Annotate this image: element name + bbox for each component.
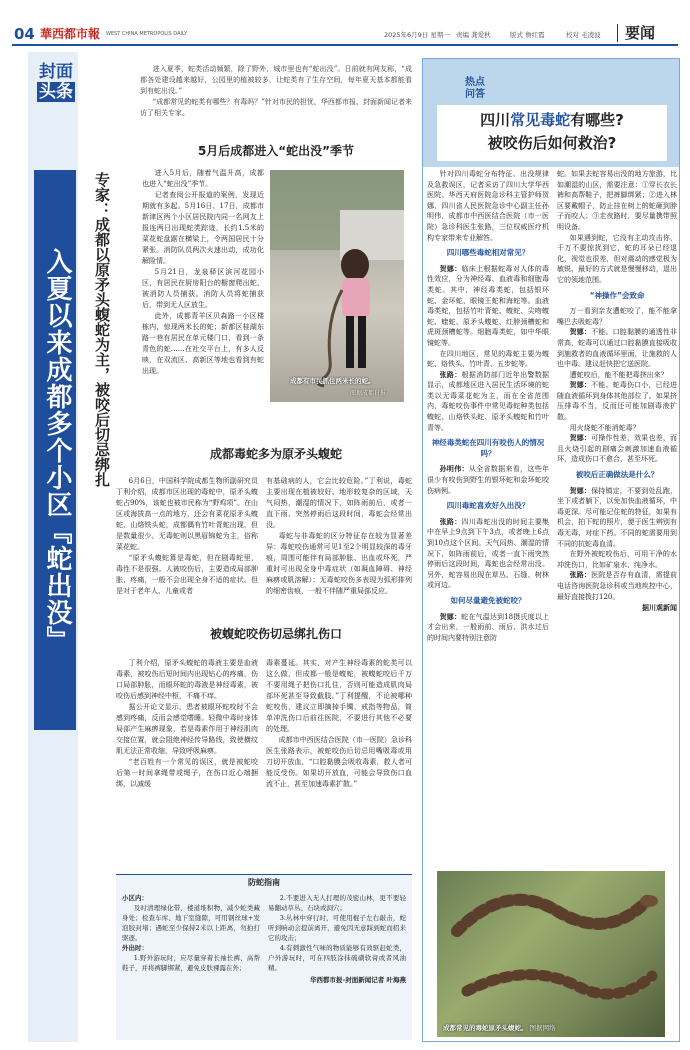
main-headline: 入夏以来成都多个小区『蛇出没』	[34, 170, 76, 730]
answer: 在四川地区，常见的毒蛇主要为蝮蛇、烙铁头、竹叶青、五步蛇等。	[427, 349, 549, 369]
issue-date: 2025年6月9日 星期一	[384, 31, 450, 39]
lead-paragraph: “成都常见的蛇类有哪些？有毒吗？”针对市民的担忧，华西都市报、封面新闻记者来访了相关专家。	[140, 98, 412, 117]
qa-title-line1	[437, 109, 667, 132]
section1-paragraph: 进入5月后，随着气温升高，成都也进入“蛇出没”季节。	[142, 169, 264, 188]
question-heading: 神经毒类蛇在四川有咬伤人的情况吗？	[431, 438, 545, 458]
answer-text: 根据消防部门近年出警数据显示，成都地区进入居民生活环境的蛇类以无毒菜花蛇为主，而在全省范围内，毒蛇咬伤事件中常见毒蛇种类包括蝮蛇、山烙铁头蛇、原矛头蝮蛇和竹叶青等。	[427, 370, 550, 432]
section3-paragraph: 丁利介绍，原矛头蝮蛇的毒液主要是血液毒素，被咬伤后短时间内出现钻心的疼痛，伤口局部肿胀，而眼环蛇的毒液是神经毒素，被咬伤后感到神经中枢，不痛不痒。	[116, 659, 258, 700]
section3-paragraph: 毒素蔓延。其实，对产生神经毒素的蛇类可以这么做，但成都一般是蝮蛇，被蝮蛇咬后千万不要用绳子把伤口扎住，否则可能造成肌肉局部坏死甚至导致截肢。”丁利提醒，不论被哪种蛇咬伤，建议立即摘掉手镯、戒指等物品，简单冲洗伤口后前往医院，不要进行其他不必要的处理。	[266, 659, 412, 733]
tips-community-head: 小区内：	[122, 894, 148, 902]
logo: 華西都市報	[40, 27, 101, 41]
section2-col1	[116, 476, 258, 597]
section2-paragraph: 有基础病的人，它会比较危险。”丁利说，毒蛇主要出现在植被较好、地形较复杂的区域，天气闷热，潮湿的情况下，如阵雨前后，或者一直下雨、突然停雨后这段时间，毒蛇会经常出没。	[266, 477, 412, 529]
tips-title: 防蛇指南	[248, 878, 280, 887]
qa-title-part: 四川	[480, 111, 511, 129]
answer	[557, 570, 677, 602]
answer-speaker: 贺娜：	[569, 486, 592, 495]
photo-caption: 成都有市民抓住两米长的蛇。	[290, 377, 375, 385]
tips-outdoor-head: 外出时：	[122, 944, 148, 952]
logo-english: WEST CHINA METROPOLIS DAILY	[106, 31, 188, 37]
question-heading: 如何尽量避免被蛇咬？	[450, 595, 526, 605]
qa-sidebar	[422, 58, 680, 1042]
answer-text: 保持镇定，不要到处乱跑，坐下或者躺下，以免加快血液循环，中毒更深。尽可能记住蛇的特征，如果有机会，拍下蛇的照片，便于医生辨别有毒无毒，对症下药。不同的蛇需要用到不同的抗蛇毒血清。	[557, 486, 677, 548]
photo-credit: 图据成都日报	[350, 390, 387, 397]
section2-title: 成都毒蛇多为原矛头蝮蛇	[209, 447, 342, 461]
answer-speaker: 张路：	[569, 571, 592, 580]
answer	[427, 612, 549, 644]
question-heading: “神操作”会致命	[589, 290, 645, 300]
answer-text: 可操作性差，效果也差，而且火烧引起的剧痛会刺激加速血液循环，造成伤口不愈合，甚至坏死。	[557, 434, 677, 464]
answer	[557, 486, 677, 550]
answer: 蛇。如果去蛇容易出没的地方旅游，比如潮湿的山区，需要注意：①穿长衣长裤和高帮鞋子，把裤脚绑紧；②进入林区要戴帽子，防止挂在树上的蛇砸到脖子而咬人；③走夜路时，要尽量携带照明设备。	[557, 170, 677, 231]
qa-col2	[557, 169, 677, 614]
page-header	[0, 0, 690, 44]
lead-paragraph: 进入夏季，蛇类活动频繁，除了野外，城市里也有“蛇出没”。日前就有网友称，“成都各处建设越来越好，公园里的植被较多，让蛇类有了生存空间，每年夏天基本都能看到有蛇出没。”	[140, 65, 412, 95]
badge-line2: 头条	[39, 82, 73, 102]
section1-paragraph: 5月21日，龙泉驿区滨河花园小区，有居民在厨房阳台的橱窗爬出蛇，被消防人员捕获。消防人员将蛇捕获后，带到无人区放生。	[142, 268, 264, 309]
section1-text	[142, 168, 264, 377]
tips-outdoor-text: 1.野外游玩时，应尽量穿着长袖长裤、高帮鞋子，并将裤脚绑紧，避免皮肤裸露在外；	[122, 954, 260, 972]
tips-box	[116, 874, 412, 1040]
section3-paragraph: “老百姓有一个常见的误区，就是被蛇咬后第一时间拿绳带或绳子，在伤口近心端捆绑，以减缓	[116, 758, 258, 788]
viper-caption-text: 成都常见的毒蛇原矛头蝮蛇。	[443, 1024, 528, 1032]
header-divider	[617, 24, 618, 42]
tips-col1	[122, 893, 260, 973]
answer	[427, 464, 549, 496]
answer-text: 医院是否存有血清，需提前电话咨询医院急诊科或当地疾控中心，最好直接拨打120。	[557, 571, 677, 601]
tips-credit: 华西都市报-封面新闻记者 叶海燕	[310, 976, 406, 984]
answer: 如果遇到蛇，它没有主动攻击你，千万不要惊扰到它，蛇的耳朵已经退化，视觉也很差，但对震动的感觉极为敏锐，最好的方式就是慢慢移动，退出它的领地范围。	[557, 233, 677, 284]
answer	[427, 517, 549, 591]
question-text: 用火烧蛇不能消蛇毒？	[569, 423, 640, 432]
section2-paragraph: 6月6日，中国科学院成都生物所副研究员丁利介绍，成都市区出现的毒蛇中，原矛头蝮蛇占90%，该蛇也被市民称为“野鸡项”。在山区或海拔高一点的地方，还会有菜花原矛头蝮蛇、山烙铁头蛇，成都偶有竹叶青蛇出现，但是数量很少。无毒蛇则以黑眉锦蛇为主，俗称菜花蛇。	[116, 477, 258, 551]
tips-community-text: 及时清理绿化带、楼道堆积物，减少蛇类藏身处；检查车库、地下室缝隙，可用钢丝球+发泡胶封堵；遇蛇至少保持2米以上距离，勿拍打驱逐。	[122, 904, 260, 942]
section3-col1	[116, 658, 258, 790]
lead-block	[140, 64, 412, 119]
section-name: 要闻	[625, 24, 656, 42]
question-heading: 四川哪些毒蛇相对常见？	[446, 248, 530, 258]
answer-speaker: 贺娜：	[439, 612, 462, 621]
answer	[557, 380, 677, 422]
qa-title-part: 有哪些?	[570, 111, 624, 129]
answer-text: 不能。蛇毒伤口小，已经进随血液循环到身体其他部位了。如果挤压排毒不当，反而还可能加剧毒液扩散。	[557, 381, 677, 422]
qa-title-box	[437, 105, 667, 161]
answer	[557, 433, 677, 465]
qa-col1	[427, 169, 549, 643]
viper-photo	[437, 871, 665, 1037]
qa-title-line2: 被咬伤后如何救治?	[487, 134, 617, 152]
section2-col2	[266, 476, 412, 597]
answer-speaker: 贺娜：	[569, 381, 592, 390]
cover-badge	[30, 62, 82, 102]
answer	[427, 264, 549, 349]
designer: 版式 詹红霞	[510, 31, 545, 39]
qa-intro: 针对四川毒蛇分布特征、出没规律及急救误区，记者采访了四川大学华西医院、华西天府医院急诊科主管护师贺娜，四川省人民医院急诊中心副主任孙明伟，成都市中西医结合医院（市一医院）急诊科医生张路，三位权威医疗机构专家带来专业解答。	[427, 170, 549, 242]
section3-title: 被蝮蛇咬伤切忌绑扎伤口	[209, 627, 342, 641]
qa-title-highlight: 常见毒蛇	[510, 111, 571, 129]
qa-tag	[457, 77, 493, 101]
section3-paragraph: 成都市中西医结合医院（市一医院）急诊科医生张路表示，被蛇咬伤后切忌用嘴吸毒或用刀切开放血，“口腔黏膜会吸收毒素，救人者可能反受伤。如果切开放血，可能会导致伤口血流不止，甚至加速毒素扩散。”	[266, 736, 412, 788]
section2-paragraph: 毒蛇与非毒蛇的区分特征存在较为显著差异：毒蛇咬伤通常可见1至2个明显较深的毒牙痕，周围可能伴有局部肿胀、出血或坏死，严重时可出现全身中毒症状（如凝血障碍、神经麻痹或肌溶解）；无毒蛇咬伤多表现为弧形排列的细密齿痕，一般不伴随严重局部反应。	[266, 532, 412, 595]
question-text: 遭蛇咬后，能不能把毒挤出来？	[569, 370, 668, 379]
qa-credit: 据川观新闻	[642, 604, 677, 613]
page-number: 04	[14, 25, 35, 43]
question-heading: 四川毒蛇喜欢好久出没？	[446, 501, 530, 511]
tips-col2	[268, 893, 406, 985]
answer-text: 四川毒蛇出没的时间主要集中在早上9点到下午3点，或者晚上6点到10点这个区间。天气闷热、潮湿的情况下，如阵雨前后，或者一直下雨突然停雨后这段时间，毒蛇也会经常出没。另外，蛇容易出现在草丛、石缝、树林或河边。	[427, 517, 550, 590]
answer	[427, 370, 549, 434]
tips-outdoor-text: 3.丛林中穿行时，可使用棍子左右敲击，蛇听到响动会提前离开，避免因无意踩到蛇而招来它的攻击；	[268, 914, 406, 942]
tips-outdoor-text: 4.有刺激性气味的物质能够有效驱赶蛇类，户外游玩时，可在四肢涂抹硫磺软膏或者风油精。	[268, 944, 406, 972]
answer-speaker: 贺娜：	[569, 434, 592, 443]
question-text: 万一看到亲友遭蛇咬了，能不能拿嘴巴去吸蛇毒？	[557, 307, 677, 326]
answer-text: 蛇在气温达到18摄氏度以上才会出来，一般雨前、雨后、洪水过后的时间内要特别注意防	[427, 612, 549, 642]
qa-tag-line1: 热点	[465, 77, 485, 88]
answer-speaker: 孙明伟：	[439, 465, 469, 474]
photo-illustration	[270, 170, 404, 402]
viper-illustration	[437, 871, 665, 1037]
answer	[557, 327, 677, 369]
badge-line1: 封面	[39, 62, 73, 82]
sub-headline: 专家：成都以原矛头蝮蛇为主，被咬后切忌绑扎	[93, 172, 111, 487]
question-heading: 被咬后正确做法是什么？	[575, 470, 659, 480]
answer-text: 从全省数据来看，这些年很少有咬伤到野生的银环蛇和金环蛇咬伤病例。	[427, 465, 550, 495]
answer-speaker: 张路：	[439, 370, 462, 379]
section1-paragraph: 记者查阅公开报道的案例，发现近期就有多起。5月16日、17日，成都市新津区两个小区居民院内同一名网友上报连两日出现蛇类踪迹，长约1.5米的菜花蛇盘踞在横梁上，令两国居民十分紧张。消防队员两次火速出动，成功化解险情。	[142, 191, 264, 265]
viper-caption-credit: 图据网络	[529, 1024, 556, 1032]
section2-paragraph: “原矛头蝮蛇算是毒蛇，但在剧毒蛇里，毒性不是很强。人被咬伤后，主要造成局部肿胀、疼痛，一般不会出现全身不适的症状。但是对于老年人、儿童或者	[116, 554, 258, 595]
qa-tag-line2: 问答	[465, 89, 485, 100]
header-rule	[12, 44, 678, 46]
proofreader: 校对 毛凌波	[566, 31, 601, 39]
section1-title: 5月后成都进入“蛇出没”季节	[197, 144, 355, 158]
answer-text: 不能。口腔黏膜的通透性非常高，蛇毒可以通过口腔黏膜直接吸收到施救者的血液循环里面，让施救的人也中毒。建议赶快把它送医院。	[557, 328, 677, 369]
answer-speaker: 贺娜：	[439, 264, 462, 273]
tips-outdoor-text: 2.不要进入无人打理的茂密山林，更不要轻易翻动草丛、石块或洞穴；	[268, 894, 406, 912]
answer-text: 临床上根据蛇毒对人体的毒性效应，分为神经毒、血液毒和细胞毒类蛇。其中，神经毒类蛇，包括银环蛇、金环蛇、眼镜王蛇和海蛇等。血液毒类蛇，包括竹叶青蛇、蝮蛇、尖吻蝮蛇、蝰蛇、原矛头蝮蛇、红脖颈槽蛇和虎斑颈槽蛇等。细胞毒类蛇，如中华眼镜蛇等。	[427, 264, 550, 347]
snake-capture-photo	[270, 170, 404, 402]
answer: 在野外被蛇咬伤后，可用干净的水冲洗伤口，比如矿泉水、纯净水。	[557, 550, 677, 569]
answer-speaker: 张路：	[439, 517, 462, 526]
section3-col2	[266, 658, 412, 790]
answer-speaker: 贺娜：	[569, 328, 592, 337]
viper-caption	[443, 1023, 556, 1034]
section3-paragraph: 据公开论文显示，患者被眼环蛇咬时不会感到疼痛，反而会感觉嗜睡。轻微中毒时身体局部产生麻痹现象，若是毒素作用于神经肌肉交接位置，就会阻绝神经传导路线，致使横纹肌无法正常收缩，导致呼吸麻痹。	[116, 703, 258, 755]
editor: 责编 龚爱秋	[456, 31, 491, 39]
section1-paragraph: 此外，成都青羊区贝森路一小区楼栋内，惊现两米长的蛇；新都区桂湖东路一巷有居民在单元楼门口，看到一条青色的蛇……在社交平台上，有多人反映，在双流区、高新区等地也看到有蛇出现。	[142, 312, 264, 375]
